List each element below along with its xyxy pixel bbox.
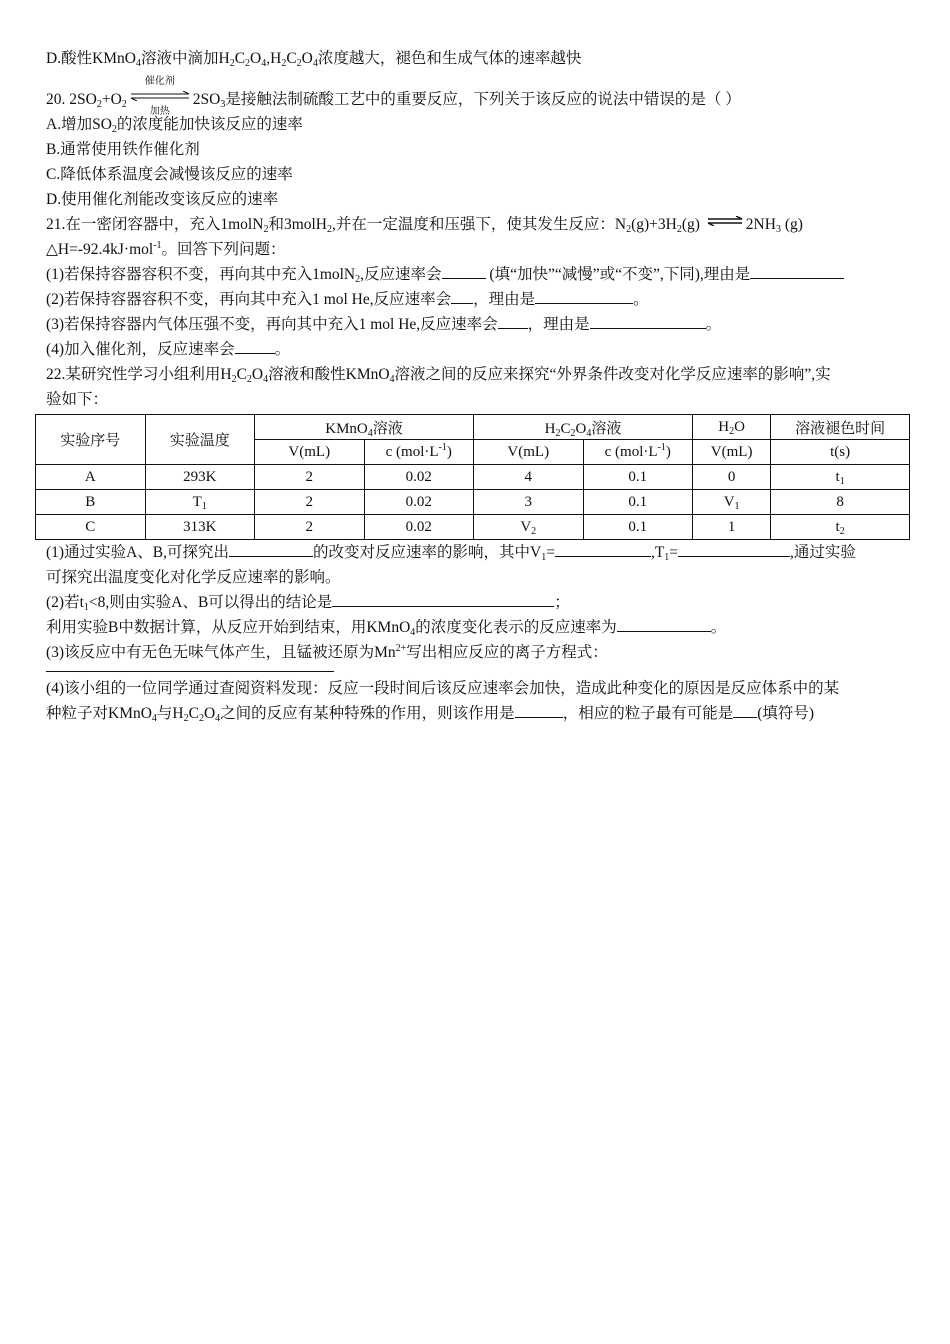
answer-blank[interactable]	[750, 264, 844, 279]
header-h2c2o4: $H_2C_2O_4$溶液	[474, 415, 693, 440]
subheader-t: t(s)	[771, 440, 910, 465]
q22-part4: (4)该小组的一位同学通过查阅资料发现：反应一段时间后该反应速率会加快，造成此种变化的原因是反应体系中的某	[46, 680, 840, 697]
header-kmno4: KMnO$_4$溶液	[255, 415, 474, 440]
answer-blank[interactable]	[515, 703, 563, 718]
answer-blank[interactable]	[590, 314, 706, 329]
q20-stem: 20. $2SO_2+O_2$ 催化剂 加热 $2SO_3$是接触法制硫酸工艺中的重要反应，下列关于该反应的说法中错误的是（ ）	[46, 76, 741, 117]
answer-blank[interactable]	[229, 542, 313, 557]
q21-part4: (4)加入催化剂，反应速率会 。	[46, 341, 291, 358]
q21-part2: (2)若保持容器容积不变，再向其中充入1 mol He,反应速率会 ，理由是 。	[46, 291, 649, 308]
q20-option-a: A.增加$SO_2$的浓度能加快该反应的速率	[46, 116, 303, 135]
q20-option-b: B.通常使用铁作催化剂	[46, 141, 200, 158]
header-exp: 实验序号	[36, 415, 146, 465]
answer-blank[interactable]	[678, 542, 790, 557]
q22-part4-cont: 种粒子对KMnO$_4$与$H_2C_2O_4$之间的反应有某种特殊的作用，则该作用是 ，相应的粒子最有可能是 (填符号)	[46, 705, 815, 724]
header-h2o: $H_2O$	[693, 415, 771, 440]
table-row: A 293K 2 0.02 4 0.1 0 $t_1$	[36, 465, 910, 490]
reversible-arrow-icon: 催化剂 加热	[129, 89, 191, 107]
q22-stem: 22.某研究性学习小组利用$H_2C_2O_4$溶液和酸性KMnO$_4$溶液之间的反应来探究“外界条件改变对化学反应速率的影响”,实	[46, 366, 831, 385]
header-temp: 实验温度	[145, 415, 255, 465]
q21-part1: (1)若保持容器容积不变，再向其中充入1molN$_2$,反应速率会 (填“加快”“减慢”或“不变”,下同),理由是	[46, 262, 908, 287]
text: 溶液中滴加H	[141, 50, 230, 67]
text: D.酸性KMnO	[46, 50, 136, 67]
q22-part1-cont: 可探究出温度变化对化学反应速率的影响。	[46, 569, 341, 586]
answer-line[interactable]	[46, 665, 334, 672]
answer-blank[interactable]	[498, 314, 528, 329]
subheader-c: c $(mol\cdot L^{-1})$	[364, 440, 474, 465]
header-time: 溶液褪色时间	[771, 415, 910, 440]
q20-option-c: C.降低体系温度会减慢该反应的速率	[46, 166, 293, 183]
answer-blank[interactable]	[442, 264, 486, 279]
q21-enthalpy: △H=-92.4kJ·mol$^{-1}$。回答下列问题：	[46, 240, 286, 258]
table-row: B $T_1$ 2 0.02 3 0.1 $V_1$ 8	[36, 490, 910, 515]
q21-part3: (3)若保持容器内气体压强不变，再向其中充入1 mol He,反应速率会 ，理由是 。	[46, 316, 722, 333]
answer-blank[interactable]	[555, 542, 651, 557]
answer-blank[interactable]	[332, 592, 554, 607]
q19-option-d: D.酸性KMnO$_4$溶液中滴加$H_2C_2O_4,H_2C_2O_4$浓度越大，褪色和生成气体的速率越快	[46, 50, 582, 69]
q21-stem: 21.在一密闭容器中，充入1molN$_2$和3molH$_2$,并在一定温度和压强下，使其发生反应：$N_2(g)+3H_2(g)$ $2NH_3$ (g)	[46, 216, 803, 235]
answer-blank[interactable]	[733, 703, 757, 718]
q22-part2-cont: 利用实验B中数据计算，从反应开始到结束，用KMnO$_4$的浓度变化表示的反应速率为 。	[46, 619, 727, 638]
q20-option-d: D.使用催化剂能改变该反应的速率	[46, 191, 279, 208]
subheader-v: V(mL)	[693, 440, 771, 465]
answer-blank[interactable]	[535, 289, 633, 304]
q22-part1: (1)通过实验A、B,可探究出 的改变对反应速率的影响，其中$V_1= ,T_1=$ ,通过实验	[46, 544, 856, 563]
q22-part2: (2)若$t_1<8$,则由实验A、B可以得出的结论是 ；	[46, 594, 570, 613]
answer-blank[interactable]	[235, 339, 275, 354]
answer-blank[interactable]	[617, 617, 711, 632]
table-row: C 313K 2 0.02 $V_2$ 0.1 1 $t_2$	[36, 515, 910, 540]
exam-page	[46, 46, 908, 726]
subheader-v: V(mL)	[255, 440, 365, 465]
subheader-v: V(mL)	[474, 440, 584, 465]
answer-blank[interactable]	[451, 289, 473, 304]
reversible-arrow-icon	[706, 214, 744, 232]
subheader-c: c $(mol\cdot L^{-1})$	[583, 440, 693, 465]
q22-stem-cont: 验如下：	[46, 391, 109, 408]
experiment-table	[35, 414, 910, 540]
q22-part3: (3)该反应中有无色无味气体产生，且锰被还原为$Mn^{2+}$写出相应反应的离子方程式：	[46, 643, 608, 661]
